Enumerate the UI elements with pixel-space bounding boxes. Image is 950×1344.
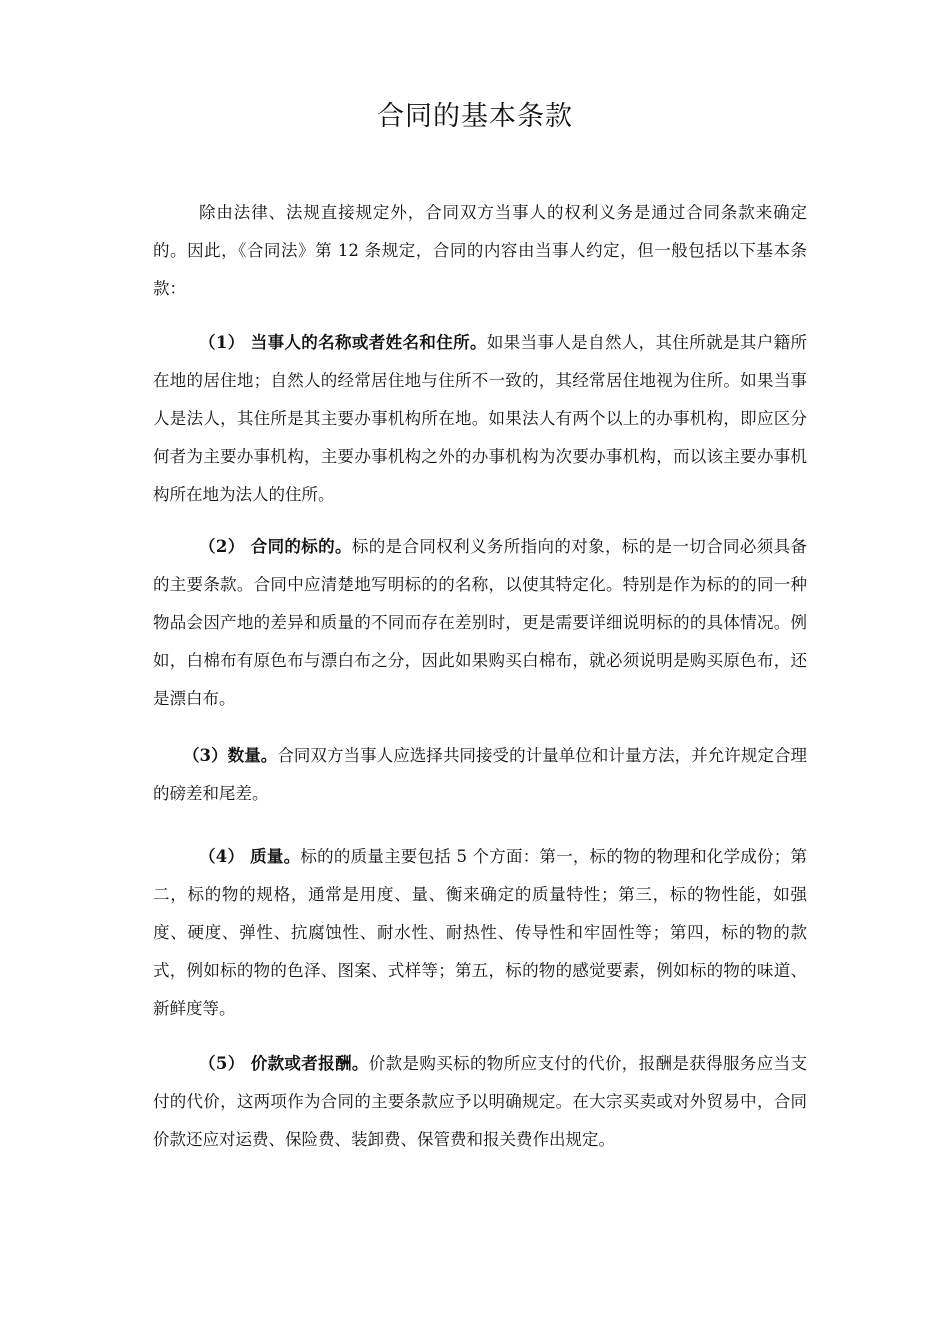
clause-paragraph-5 [153, 1045, 807, 1159]
clause-heading-3: （3）数量。 [183, 746, 278, 765]
clause-body-3: 合同双方当事人应选择共同接受的计量单位和计量方法，并允许规定合理的磅差和尾差。 [153, 746, 808, 803]
intro-text: 除由法律、法规直接规定外，合同双方当事人的权利义务是通过合同条款来确定的。因此，《合同法》第 12 条规定，合同的内容由当事人约定，但一般包括以下基本条款： [153, 203, 807, 298]
clause-heading-5: （5） 价款或者报酬。 [199, 1054, 369, 1073]
clause-heading-1: （1） 当事人的名称或者姓名和住所。 [199, 333, 487, 352]
intro-paragraph [153, 194, 807, 308]
clause-body-5: 价款是购买标的物所应支付的代价，报酬是获得服务应当支付的代价，这两项作为合同的主要条款应予以明确规定。在大宗买卖或对外贸易中，合同价款还应对运费、保险费、装卸费、保管费和报关费作出规定。 [153, 1054, 807, 1149]
clause-body-2: 标的是合同权利义务所指向的对象，标的是一切合同必须具备的主要条款。合同中应清楚地写明标的的名称，以使其特定化。特别是作为标的的同一种物品会因产地的差异和质量的不同而存在差别时，更是需要详细说明标的的具体情况。例如，白棉布有原色布与漂白布之分，因此如果购买白棉布，就必须说明是购买原色布，还是漂白布。 [153, 537, 808, 708]
clause-heading-2: （2） 合同的标的。 [199, 537, 352, 556]
document-title: 合同的基本条款 [377, 101, 573, 132]
clause-paragraph-4 [153, 838, 807, 1028]
clause-heading-4: （4） 质量。 [199, 847, 301, 866]
clause-paragraph-2 [153, 528, 807, 718]
clause-paragraph-1 [153, 324, 807, 514]
clause-paragraph-3 [153, 737, 807, 813]
clause-body-4: 标的的质量主要包括 5 个方面：第一，标的物的物理和化学成份；第二，标的物的规格，通常是用度、量、衡来确定的质量特性；第三，标的物性能，如强度、硬度、弹性、抗腐蚀性、耐水性、耐热性、传导性和牢固性等；第四，标的物的款式，例如标的物的色泽、图案、式样等；第五，标的物的感觉要素，例如标的物的味道、新鲜度等。 [153, 847, 807, 1018]
clause-body-1: 如果当事人是自然人，其住所就是其户籍所在地的居住地；自然人的经常居住地与住所不一致的，其经常居住地视为住所。如果当事人是法人，其住所是其主要办事机构所在地。如果法人有两个以上的办事机构，即应区分何者为主要办事机构，主要办事机构之外的办事机构为次要办事机构，而以该主要办事机构所在地为法人的住所。 [153, 333, 807, 504]
